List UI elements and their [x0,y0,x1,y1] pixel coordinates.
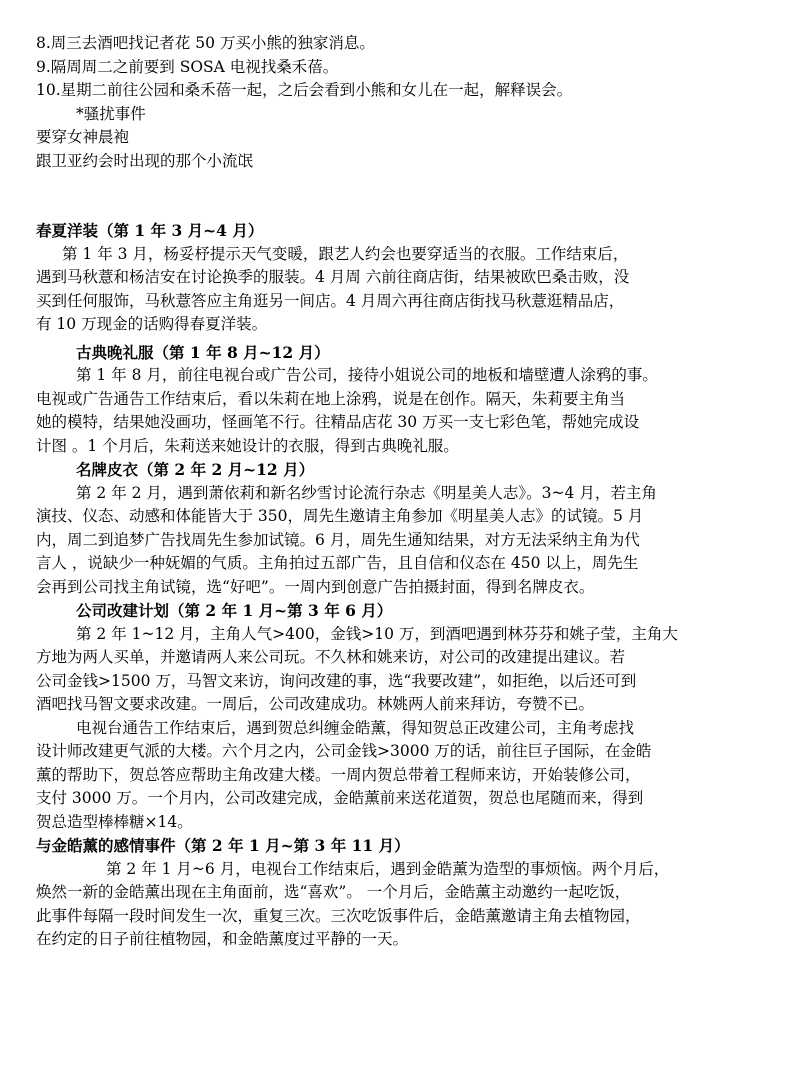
document-page [36,32,764,952]
paragraph-line: 第 1 年 3 月，杨妥杼提示天气变暖，跟艺人约会也要穿适当的衣服。工作结束后， [62,244,629,263]
intro-block [36,32,764,173]
paragraph-line: 她的模特，结果她没画功，怪画笔不行。往精品店花 30 万买一支七彩色笔，帮她完成设 [36,413,640,431]
paragraph-line: 遇到马秋薏和杨洁安在讨论换季的服装。4 月周 六前往商店街，结果被欧巴桑击败，没 [36,268,630,286]
section-body-renovation [36,623,764,835]
paragraph-line: 第 2 年 1 月~6 月，电视台工作结束后，遇到金皓薰为造型的事烦恼。两个月后， [106,859,670,878]
section-heading-evening-gown: 古典晚礼服（第 1 年 8 月~12 月） [76,342,330,362]
section-heading-spring-dress: 春夏洋装（第 1 年 3 月~4 月） [36,221,264,240]
intro-note-hooligan: 跟卫亚约会时出现的那个小流氓 [36,151,254,170]
section-heading-leather-coat: 名牌皮衣（第 2 年 2 月~12 月） [76,460,315,479]
paragraph-line: 酒吧找马智文要求改建。一周后，公司改建成功。林姚两人前来拜访，夸赞不已。 [36,695,595,713]
section-body-spring-dress [36,243,764,337]
paragraph-line: 贺总造型棒棒糖×14。 [36,812,193,831]
paragraph-line: 第 2 年 2 月，遇到萧依莉和新名纱雪讨论流行杂志《明星美人志》。3~4 月，若主角 [76,483,657,502]
paragraph-line: 焕然一新的金皓薰出现在主角面前，选“喜欢”。 一个月后，金皓薰主动邀约一起吃饭， [36,883,631,901]
paragraph-line: 第 1 年 8 月，前往电视台或广告公司，接待小姐说公司的地板和墙壁遭人涂鸦的事。 [76,366,658,384]
paragraph-line: 演技、仪态、动感和体能皆大于 350，周先生邀请主角参加《明星美人志》的试镜。5 月 [36,507,644,525]
section-heading-romance-event: 与金皓薰的感情事件（第 2 年 1 月~第 3 年 11 月） [36,836,410,855]
section-body-leather-coat [36,482,764,600]
paragraph-line: 会再到公司找主角试镜，选“好吧”。一周内到创意广告拍摄封面，得到名牌皮衣。 [36,577,595,596]
intro-line-8: 8.周三去酒吧找记者花 50 万买小熊的独家消息。 [36,34,375,52]
paragraph-line: 计图 。1 个月后，朱莉送来她设计的衣服，得到古典晚礼服。 [36,436,459,455]
paragraph-line: 电视台通告工作结束后，遇到贺总纠缠金皓薰，得知贺总正改建公司，主角考虑找 [76,718,635,737]
paragraph-line: 买到任何服饰，马秋薏答应主角逛另一间店。4 月周六再往商店街找马秋薏逛精品店， [36,291,625,310]
paragraph-line: 支付 3000 万。一个月内，公司改建完成，金皓薰前来送花道贺，贺总也尾随而来，得到 [36,789,644,807]
paragraph-line: 在约定的日子前往植物园，和金皓薰度过平静的一天。 [36,930,409,948]
intro-note-robe: 要穿女神晨袍 [36,128,130,146]
paragraph-line: 第 2 年 1~12 月，主角人气>400，金钱>10 万，到酒吧遇到林芬芬和姚子莹，主角大 [76,624,678,643]
paragraph-line: 此事件每隔一段时间发生一次，重复三次。三次吃饭事件后，金皓薰邀请主角去植物园， [36,906,641,925]
paragraph-line: 薰的帮助下，贺总答应帮助主角改建大楼。一周内贺总带着工程师来访，开始装修公司， [36,765,641,784]
section-body-romance-event [36,858,764,952]
paragraph-line: 有 10 万现金的话购得春夏洋装。 [36,315,268,333]
section-body-evening-gown [36,364,764,458]
paragraph-line: 方地为两人买单，并邀请两人来公司玩。不久林和姚来访，对公司的改建提出建议。若 [36,648,626,666]
intro-line-10: 10.星期二前往公园和桑禾蓓一起，之后会看到小熊和女儿在一起，解释误会。 [36,81,573,99]
paragraph-line: 公司金钱>1500 万，马智文来访，询问改建的事，选“我要改建”，如拒绝，以后还可到 [36,671,637,690]
paragraph-line: 内，周二到追梦广告找周先生参加试镜。6 月，周先生通知结果，对方无法采纳主角为代 [36,530,640,549]
paragraph-line: 言人 ，说缺少一种妩媚的气质。主角拍过五部广告，且自信和仪态在 450 以上，周先生 [36,554,639,572]
harassment-event-label: *骚扰事件 [76,104,146,123]
intro-line-9: 9.隔周周二之前要到 SOSA 电视找桑禾蓓。 [36,57,339,76]
section-heading-renovation: 公司改建计划（第 2 年 1 月~第 3 年 6 月） [76,601,393,620]
paragraph-line: 设计师改建更气派的大楼。六个月之内，公司金钱>3000 万的话，前往巨子国际，在金皓 [36,742,652,760]
paragraph-line: 电视或广告通告工作结束后，看以朱莉在地上涂鸦，说是在创作。隔天，朱莉要主角当 [36,389,626,408]
